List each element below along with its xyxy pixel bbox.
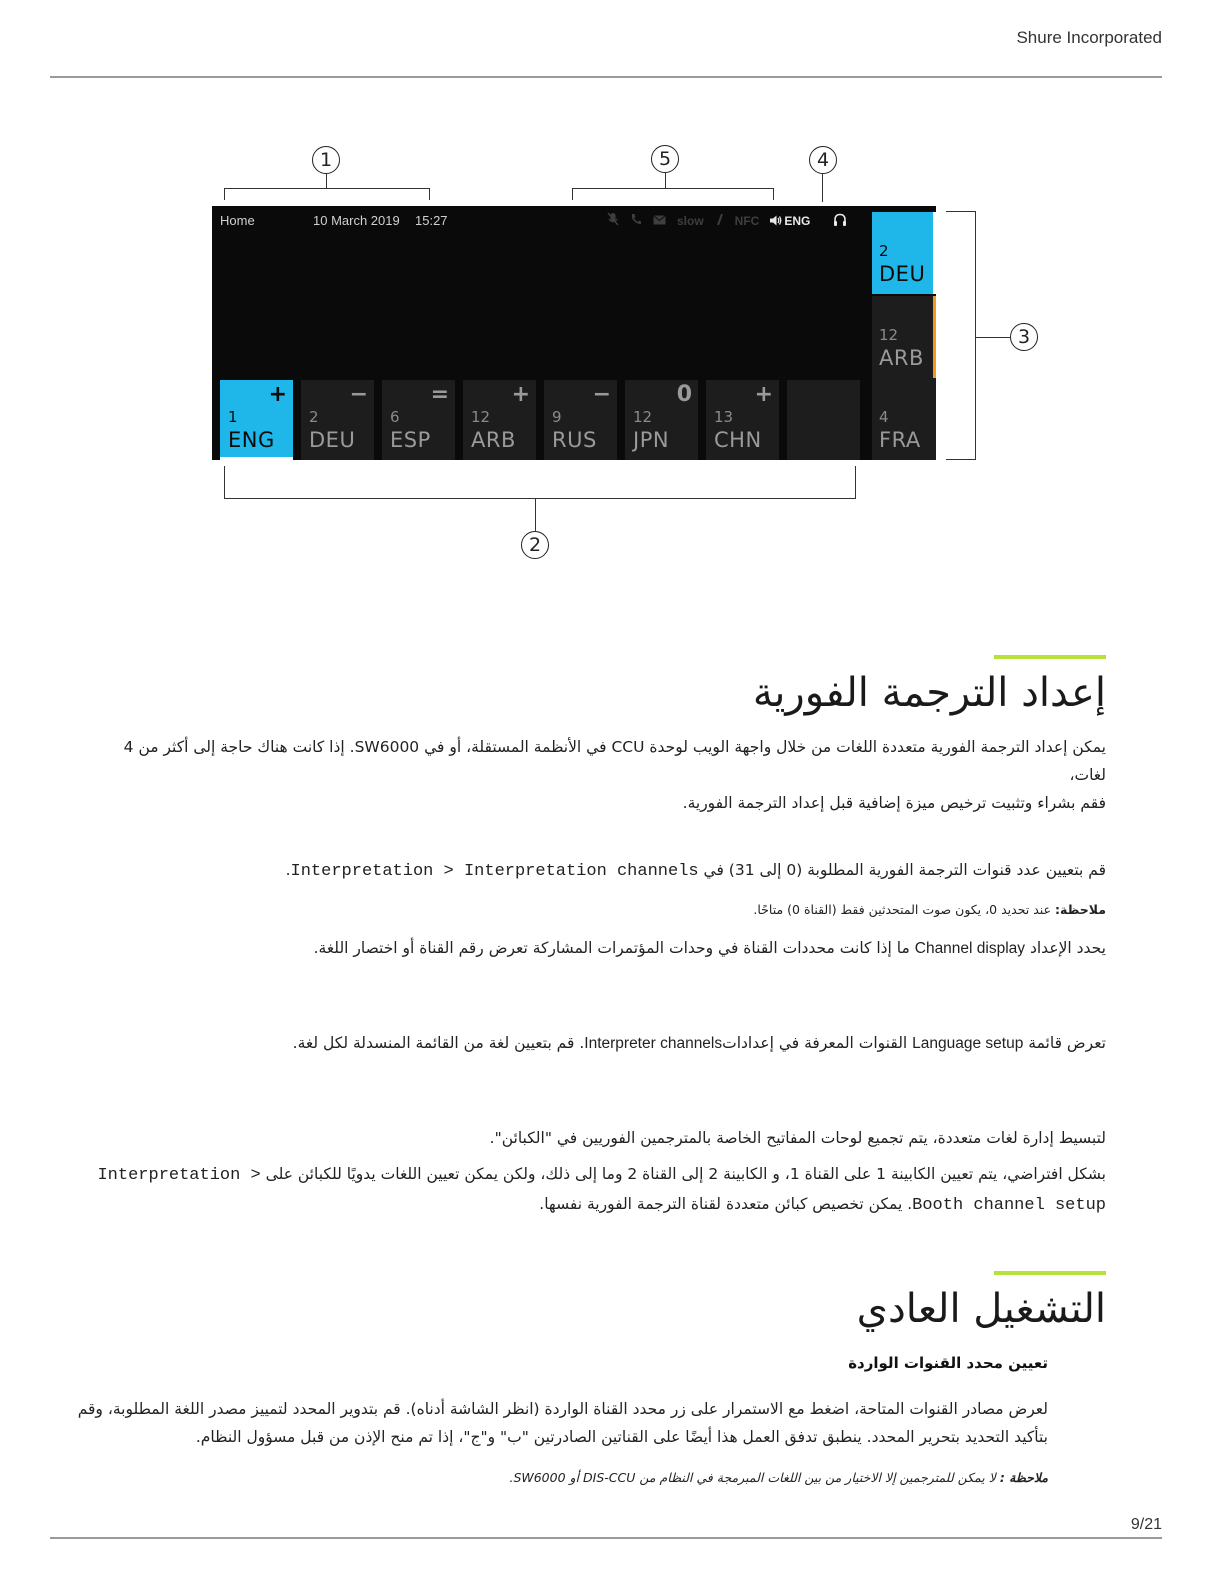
bracket-5-left: [572, 188, 573, 200]
paragraph-6-line1: [96, 1160, 1106, 1190]
mic-mute-icon: [607, 212, 619, 229]
callout-2: 2: [521, 531, 549, 559]
channel-language: ARB: [471, 428, 516, 452]
channel-number: 1: [228, 408, 238, 426]
note-label: ملاحظة :: [999, 1470, 1048, 1485]
outgoing-channel-deu[interactable]: [872, 212, 936, 294]
volume-plus-symbol: +: [511, 382, 530, 407]
callout-4: 4: [809, 146, 837, 174]
section1-paragraph-3: [106, 934, 1106, 963]
speaker-language-indicator: [770, 214, 810, 228]
paragraph-4-text: تعرض قائمة: [1023, 1034, 1106, 1052]
mic-icon: [715, 213, 724, 229]
channel-number: 12: [471, 408, 491, 426]
callout-4-leader: [822, 174, 823, 202]
section1-paragraph-2: [106, 856, 1106, 886]
channel-selector-eng[interactable]: [220, 380, 293, 460]
channel-language: DEU: [879, 262, 926, 286]
interpretation-path: Interpretation >: [97, 1166, 261, 1185]
paragraph-6-line2: [96, 1190, 1106, 1220]
volume-minus-symbol: −: [592, 382, 611, 407]
volume-minus-symbol: −: [349, 382, 368, 407]
bracket-2-bar: [224, 498, 856, 499]
bracket-2-left: [224, 466, 225, 499]
bracket-2-stem: [535, 498, 536, 532]
status-time: 15:27: [415, 213, 448, 228]
paragraph-2-text: قم بتعيين عدد قنوات الترجمة الفورية المطلوبة (0 إلى 31) في: [698, 861, 1106, 879]
speaker-icon: [770, 215, 782, 226]
section2-paragraph-1-line2: بتأكيد التحديد بتحرير المحدد. ينطبق تدفق العمل هذا أيضًا على القناتين الصادرتين "ب" و"ج"، إذا تم منح الإذن من قبل مسؤول النظام.: [195, 1428, 1048, 1446]
booth-channel-setup-path: Booth channel setup: [912, 1196, 1106, 1215]
console-screen-figure: [0, 0, 1224, 600]
channel-number: 4: [879, 408, 889, 426]
bracket-1-bar: [224, 188, 430, 189]
channel-language: DEU: [309, 428, 356, 452]
section1-paragraph-1: [106, 733, 1106, 817]
channel-number: 12: [633, 408, 653, 426]
bracket-1-left: [224, 188, 225, 200]
channel-display-term: Channel display: [914, 940, 1026, 957]
interpreter-console-screen: [212, 206, 936, 460]
bracket-5-right: [773, 188, 774, 200]
section2-title: التشغيل العادي: [856, 1286, 1106, 1332]
channel-selector-esp[interactable]: [382, 380, 455, 460]
channel-selector-arb[interactable]: [463, 380, 536, 460]
callout-1: 1: [312, 146, 340, 174]
channel-language: FRA: [879, 428, 921, 452]
callout-3: 3: [1010, 323, 1038, 351]
volume-plus-symbol: +: [268, 382, 287, 407]
section1-paragraph-1-line2: فقم بشراء وتثبيت ترخيص ميزة إضافية قبل إعداد الترجمة الفورية.: [682, 794, 1106, 812]
channel-number: 2: [879, 242, 889, 260]
channel-selector-deu[interactable]: [301, 380, 374, 460]
slow-indicator: slow: [677, 213, 704, 228]
status-icons: [607, 212, 847, 229]
paragraph-3-text: يحدد الإعداد: [1025, 939, 1106, 957]
channel-selector-chn[interactable]: [706, 380, 779, 460]
section1-note: [106, 896, 1106, 924]
bracket-3-bottom: [946, 459, 976, 460]
message-icon: [653, 214, 666, 228]
paragraph-4-end: . قم بتعيين لغة من القائمة المنسدلة لكل لغة.: [292, 1034, 585, 1052]
section2-accent-bar: [994, 1271, 1106, 1275]
bracket-2-right: [855, 466, 856, 499]
bracket-1-right: [429, 188, 430, 200]
channel-language: JPN: [633, 428, 670, 452]
interpretation-channels-path: Interpretation > Interpretation channels: [290, 862, 699, 881]
outgoing-channel-fra[interactable]: [872, 378, 936, 460]
outgoing-channel-arb[interactable]: [872, 296, 936, 378]
paragraph-6-end: . يمكن تخصيص كبائن متعددة لقناة الترجمة الفورية نفسها.: [539, 1195, 913, 1213]
headphone-icon: [833, 213, 847, 229]
bracket-5-stem: [665, 173, 666, 188]
paragraph-2-end: .: [285, 861, 291, 879]
channel-language: ARB: [879, 346, 924, 370]
note-label: ملاحظة:: [1055, 902, 1106, 917]
section1-paragraph-1-line1: يمكن إعداد الترجمة الفورية متعددة اللغات من خلال واجهة الويب لوحدة CCU في الأنظمة المستقلة، أو في SW6000. إذا كانت هناك حاجة إلى أكثر من 4 لغات،: [123, 738, 1106, 784]
section2-note: [148, 1464, 1048, 1492]
interpreter-channels-term: Interpreter channels: [584, 1035, 723, 1052]
callout-5: 5: [651, 145, 679, 173]
note-text: عند تحديد 0، يكون صوت المتحدثين فقط (القناة 0) متاحًا.: [753, 902, 1055, 917]
volume-plus-symbol: +: [754, 382, 773, 407]
channel-number: 13: [714, 408, 734, 426]
speaker-language-label: ENG: [784, 213, 811, 228]
callout-3-leader: [976, 337, 1011, 338]
channel-language: ESP: [390, 428, 431, 452]
channel-selector-jpn[interactable]: [625, 380, 698, 460]
language-setup-term: Language setup: [912, 1035, 1024, 1052]
home-label[interactable]: Home: [220, 213, 255, 228]
page-number: 9/21: [1130, 1516, 1162, 1533]
paragraph-3-end: ما إذا كانت محددات القناة في وحدات المؤتمرات المشاركة تعرض رقم القناة أو اختصار اللغة.: [313, 939, 915, 957]
channel-number: 2: [309, 408, 319, 426]
channel-number: 9: [552, 408, 562, 426]
paragraph-4-mid: القنوات المعرفة في إعدادات: [722, 1034, 913, 1052]
footer-rule: [50, 1537, 1162, 1539]
channel-language: ENG: [228, 428, 275, 452]
section2-subtitle: تعيين محدد القنوات الواردة: [848, 1354, 1048, 1372]
channel-number: 12: [879, 326, 899, 344]
header-company-name: Shure Incorporated: [1016, 28, 1162, 47]
channel-language: RUS: [552, 428, 597, 452]
channel-language: CHN: [714, 428, 762, 452]
paragraph-6-text: بشكل افتراضي، يتم تعيين الكابينة 1 على القناة 1، و الكابينة 2 إلى القناة 2 وما إلى ذلك، ولكن يمكن تعيين اللغات يدويًا للكبائن على: [260, 1165, 1106, 1183]
bracket-3-bar: [975, 211, 976, 460]
section1-paragraph-4: [106, 1029, 1106, 1058]
bracket-3-top: [946, 211, 976, 212]
section2-paragraph-1-line1: لعرض مصادر القنوات المتاحة، اضغط مع الاستمرار على زر محدد القناة الواردة (انظر الشاشة أدناه). قم بتدوير المحدد لتمييز مصدر اللغة المطلوبة، وقم: [77, 1400, 1048, 1418]
nfc-indicator: NFC: [734, 213, 760, 228]
volume-equal-symbol: =: [430, 382, 449, 407]
note-text: لا يمكن للمترجمين إلا الاختيار من بين اللغات المبرمجة في النظام من DIS-CCU أو SW6000.: [509, 1470, 1000, 1485]
section1-title: إعداد الترجمة الفورية: [752, 670, 1106, 716]
bracket-1-stem: [326, 174, 327, 188]
channel-selector-empty[interactable]: [787, 380, 860, 460]
section1-accent-bar: [994, 655, 1106, 659]
section1-paragraph-6: [96, 1160, 1106, 1220]
volume-zero-symbol: 0: [676, 382, 692, 407]
section1-paragraph-5: لتبسيط إدارة لغات متعددة، يتم تجميع لوحات المفاتيح الخاصة بالمترجمين الفوريين في "الكبائن".: [489, 1129, 1106, 1147]
phone-icon: [630, 213, 642, 228]
section2-paragraph-1: [0, 1395, 1048, 1451]
channel-number: 6: [390, 408, 400, 426]
bracket-5-bar: [572, 188, 774, 189]
status-date: 10 March 2019: [313, 213, 400, 228]
channel-selector-rus[interactable]: [544, 380, 617, 460]
